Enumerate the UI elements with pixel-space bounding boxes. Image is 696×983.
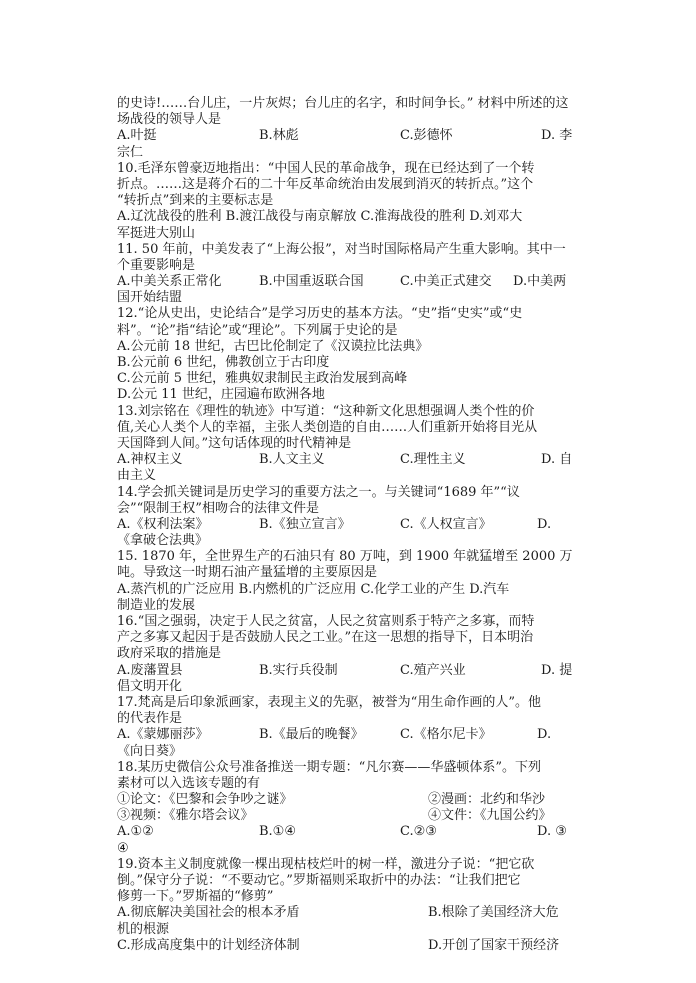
- question-stem-line: 19.资本主义制度就像一棵出现枯枝烂叶的树一样，激进分子说：“把它砍: [117, 856, 535, 872]
- question-18: [117, 760, 579, 857]
- option-a[interactable]: A.公元前 18 世纪，古巴比伦制定了《汉谟拉比法典》: [117, 338, 429, 354]
- question-15: [117, 549, 579, 614]
- material-4: ④文件：《九国公约》: [428, 808, 552, 824]
- option-b[interactable]: B.根除了美国经济大危: [428, 905, 559, 921]
- option-c[interactable]: C.公元前 5 世纪，雅典奴隶制民主政治发展到高峰: [117, 371, 408, 387]
- option-d[interactable]: D. 自: [541, 452, 573, 468]
- question-stem-line: 10.毛泽东曾豪迈地指出：“中国人民的革命战争，现在已经达到了一个转: [117, 160, 535, 176]
- options-row: [117, 128, 579, 144]
- option-wrap: 宗仁: [117, 144, 144, 160]
- option-wrap: 由主义: [117, 468, 157, 484]
- question-stem-line: 17.梵高是后印象派画家，表现主义的先驱，被誉为“用生命作画的人”。他: [117, 694, 541, 710]
- materials-row: [117, 792, 579, 808]
- question-stem-line: “转折点”到来的主要标志是: [117, 193, 274, 209]
- option-a[interactable]: A.中美关系正常化: [117, 274, 222, 290]
- options-line[interactable]: A.辽沈战役的胜利 B.渡江战役与南京解放 C.淮海战役的胜利 D.刘邓大: [117, 209, 523, 225]
- question-stem-line: 14.学会抓关键词是历史学习的重要方法之一。与关键词“1689 年”“议: [117, 484, 520, 500]
- question-stem-line: 天国降到人间。”这句话体现的时代精神是: [117, 435, 352, 451]
- question-14: [117, 485, 579, 550]
- question-stem-line: 11. 50 年前，中美发表了“上海公报”，对当时国际格局产生重大影响。其中一: [117, 241, 566, 257]
- material-3: ③视频：《雅尔塔会议》: [117, 808, 254, 824]
- question-16: [117, 614, 579, 695]
- question-stem-line: 个重要影响是: [117, 257, 196, 273]
- question-stem-line: 13.刘宗铭在《理性的轨迹》中写道：“这种新文化思想强调人类个性的价: [117, 403, 535, 419]
- option-c[interactable]: C.殖产兴业: [400, 662, 466, 678]
- question-19: [117, 857, 579, 954]
- option-a[interactable]: A.《蒙娜丽莎》: [117, 727, 209, 743]
- question-stem-line: 场战役的领导人是: [117, 112, 222, 128]
- question-10: [117, 161, 579, 242]
- option-wrap: 倡文明开化: [117, 678, 183, 694]
- option-wrap: ④: [117, 840, 129, 856]
- option-b[interactable]: B.《独立宣言》: [259, 516, 351, 532]
- question-stem-line: 的代表作是: [117, 711, 183, 727]
- option-wrap: 机的根源: [117, 921, 170, 937]
- options-line: 军挺进大别山: [117, 225, 196, 241]
- question-11: [117, 242, 579, 307]
- question-13: [117, 404, 579, 485]
- options-line: 制造业的发展: [117, 597, 196, 613]
- question-stem-line: 政府采取的措施是: [117, 646, 222, 662]
- option-d[interactable]: D. ③: [537, 824, 567, 840]
- option-a[interactable]: A.彻底解决美国社会的根本矛盾: [117, 905, 300, 921]
- option-b[interactable]: B.人文主义: [259, 452, 325, 468]
- question-stem-line: 倒。”保守分子说：“不要动它。”罗斯福则采取折中的办法：“让我们把它: [117, 873, 521, 888]
- option-a[interactable]: A.废藩置县: [117, 662, 183, 678]
- question-stem-line: 会”“限制王权”相吻合的法律文件是: [117, 500, 319, 516]
- option-c[interactable]: C.形成高度集中的计划经济体制: [117, 937, 300, 953]
- option-c[interactable]: C.理性主义: [400, 452, 466, 468]
- options-row: [117, 274, 579, 290]
- option-d[interactable]: D. 提: [541, 662, 573, 678]
- question-stem-line: 18.某历史微信公众号准备推送一期专题：“凡尔赛——华盛顿体系”。下列: [117, 759, 541, 775]
- option-wrap: 《拿破仑法典》: [117, 533, 209, 549]
- question-stem-line: 16.“国之强弱，决定于人民之贫富，人民之贫富则系于特产之多寡，而特: [117, 614, 535, 629]
- option-d[interactable]: D.: [537, 516, 552, 532]
- question-stem-line: 吨。导致这一时期石油产量猛增的主要原因是: [117, 565, 378, 581]
- option-d[interactable]: D.中美两: [513, 274, 567, 290]
- option-d[interactable]: D.公元 11 世纪，庄园遍布欧洲各地: [117, 387, 325, 403]
- option-a[interactable]: A.神权主义: [117, 452, 183, 468]
- options-row: [117, 452, 579, 468]
- options-line[interactable]: A.蒸汽机的广泛应用 B.内燃机的广泛应用 C.化学工业的产生 D.汽车: [117, 581, 510, 597]
- option-b[interactable]: B.林彪: [259, 128, 299, 144]
- options-row: [117, 824, 579, 840]
- question-stem-line: 素材可以入选该专题的有: [117, 775, 261, 791]
- option-b[interactable]: B.①④: [259, 824, 296, 840]
- question-stem-line: 15. 1870 年，全世界生产的石油只有 80 万吨，到 1900 年就猛增至 2000 万: [117, 549, 573, 565]
- options-row: [117, 517, 579, 533]
- question-stem-line: 料”。“论”指“结论”或“理论”。下列属于史论的是: [117, 322, 398, 338]
- question-stem-line: 的史诗!……台儿庄，一片灰烬；台儿庄的名字，和时间争长。” 材料中所述的这: [117, 96, 569, 111]
- question-17: [117, 695, 579, 760]
- option-a[interactable]: A.①②: [117, 824, 154, 840]
- exam-page: [117, 96, 579, 954]
- option-b[interactable]: B.中国重返联合国: [259, 274, 364, 290]
- option-d[interactable]: D.: [537, 727, 552, 743]
- material-2: ②漫画：北约和华沙: [428, 792, 546, 808]
- option-b[interactable]: B.实行兵役制: [259, 662, 338, 678]
- option-wrap: 国开始结盟: [117, 290, 183, 306]
- option-c[interactable]: C.《人权宣言》: [400, 516, 492, 532]
- option-c[interactable]: C.中美正式建交: [400, 274, 492, 290]
- option-c[interactable]: C.②③: [400, 824, 437, 840]
- question-12: [117, 306, 579, 403]
- question-stem-line: 产之多寡又起因于是否鼓励人民之工业。”在这一思想的指导下，日本明治: [117, 630, 534, 646]
- options-row: [117, 663, 579, 679]
- question-stem-line: 值,关心人类个人的幸福，主张人类创造的自由……人们重新开始将目光从: [117, 419, 538, 435]
- question-stem-line: 折点。……这是蒋介石的二十年反革命统治由发展到消灭的转折点。”这个: [117, 176, 534, 192]
- question-9: [117, 96, 579, 161]
- question-stem-line: 12.“论从史出，史论结合”是学习历史的基本方法。“史”指“史实”或“史: [117, 306, 523, 322]
- question-stem-line: 修剪一下。”罗斯福的“修剪”: [117, 889, 274, 905]
- option-d[interactable]: D. 李: [541, 128, 573, 144]
- material-1: ①论文：《巴黎和会争吵之谜》: [117, 792, 293, 808]
- options-row: [117, 938, 579, 954]
- option-a[interactable]: A.《权利法案》: [117, 516, 209, 532]
- option-a[interactable]: A.叶挺: [117, 128, 157, 144]
- option-d[interactable]: D.开创了国家干预经济: [428, 937, 560, 953]
- option-wrap: 《向日葵》: [117, 743, 183, 759]
- options-row: [117, 727, 579, 743]
- option-c[interactable]: C.彭德怀: [400, 128, 453, 144]
- materials-row: [117, 808, 579, 824]
- option-b[interactable]: B.《最后的晚餐》: [259, 727, 364, 743]
- option-b[interactable]: B.公元前 6 世纪，佛教创立于古印度: [117, 355, 330, 370]
- option-c[interactable]: C.《格尔尼卡》: [400, 727, 492, 743]
- options-row: [117, 905, 579, 921]
